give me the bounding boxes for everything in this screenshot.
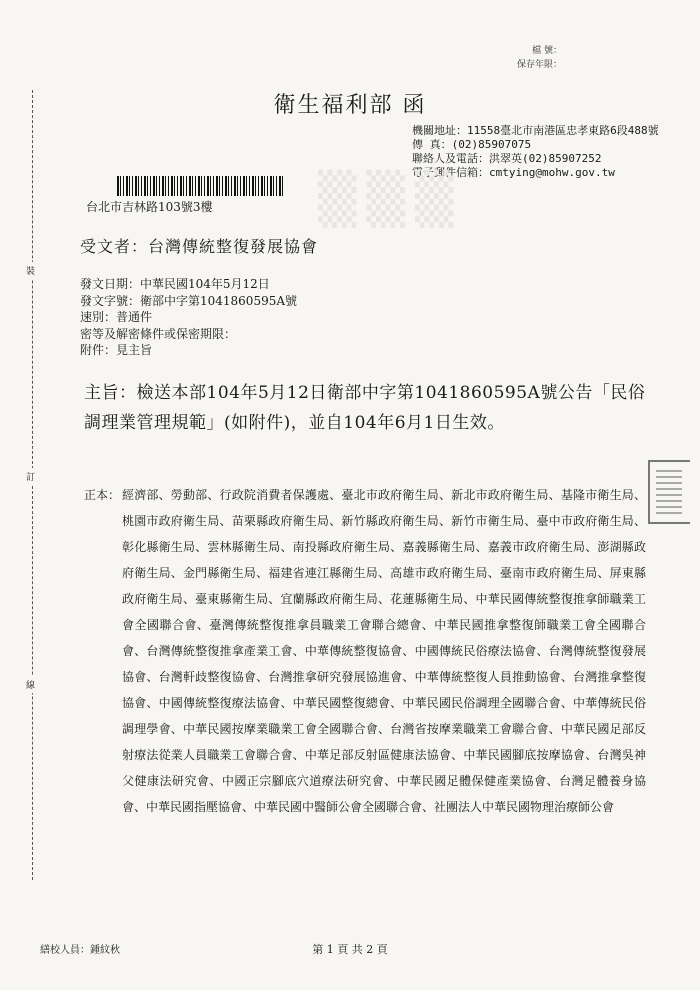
attachment: 附件：見主旨 [80,343,153,357]
binding-mark-ding: 訂 [26,468,35,485]
binding-line [32,90,34,880]
document-meta [80,276,297,359]
issue-number: 發文字號：衛部中字第1041860595A號 [80,293,298,308]
cc-text: 經濟部、勞動部、行政院消費者保護處、臺北市政府衛生局、新北市政府衛生局、基隆市衛生局、桃園市政府衛生局、苗栗縣政府衛生局、新竹縣政府衛生局、新竹市衛生局、臺中市政府衛生局、彰化縣衛生局、雲林縣衛生局、南投縣政府衛生局、嘉義縣衛生局、嘉義市政府衛生局、澎湖縣政府衛生局、金門縣衛生局、福建省連江縣衛生局、高雄市政府衛生局、臺南市政府衛生局、屏東縣政府衛生局、臺東縣衛生局、宜蘭縣政府衛生局、花蓮縣衛生局、中華民國傳統整復推拿師職業工會全國聯合會、臺灣傳統整復推拿員職業工會聯合總會、中華民國推拿整復師職業工會全國聯合會、台灣傳統整復推拿產業工會、中華傳統整復協會、中國傳統民俗療法協會、台灣傳統整復發展協會、台灣軒歧整復協會、台灣推拿研究發展協進會、中華傳統整復人員推動協會、台灣推拿整復協會、中國傳統整復療法協會、中華民國整復總會、中華民國民俗調理全國聯合會、中華傳統民俗調理學會、中華民國按摩業職業工會全國聯合會、台灣省按摩業職業工會聯合會、中華民國足部反射療法從業人員職業工會聯合會、中華足部反射區健康法協會、中華民國腳底按摩協會、台灣吳神父健康法研究會、中國正宗腳底穴道療法研究會、中華民國足體保健產業協會、台灣足體養身協會、中華民國指壓協會、中華民國中醫師公會全國聯合會、社團法人中華民國物理治療師公會 [122,488,646,814]
fax: 傳 真：(02)85907075 [412,138,532,151]
seal-stamp-edge [648,460,690,524]
subject-label: 主旨： [84,383,137,403]
cc-recipients [84,482,646,820]
subject [84,378,654,438]
barcode [117,176,285,196]
page-number: 第 1 頁 共 2 頁 [312,943,388,956]
document-title: 衛生福利部 函 [273,93,427,118]
issue-date: 發文日期：中華民國104年5月12日 [80,277,270,291]
retention-label: 保存年限： [516,60,562,70]
contact-person: 聯絡人及電話：洪翠英(02)85907252 [412,152,602,165]
cc-label: 正本： [84,488,121,502]
email: 電子郵件信箱：cmtying@mohw.gov.tw [412,166,615,179]
agency-address: 機關地址：11558臺北市南港區忠孝東路6段488號 [412,124,659,137]
mail-address: 台北市吉林路103號3樓 [86,200,213,214]
classification: 密等及解密條件或保密期限： [80,326,237,341]
recipient: 受文者：台灣傳統整復發展協會 [80,237,319,256]
binding-mark-zhuang: 裝 [26,262,35,279]
binding-mark-xian: 線 [26,676,35,693]
subject-text: 檢送本部104年5月12日衛部中字第1041860595A號公告「民俗調理業管理規範」(如附件)，並自104年6月1日生效。 [84,383,646,433]
proofreader: 繕校人員：鍾紋秋 [40,945,120,956]
archive-info [517,44,562,72]
file-no-label: 檔 號： [532,46,562,56]
urgency: 速別：普通件 [80,310,153,324]
faint-stamp-watermark: ▒▒▒ [318,170,464,228]
